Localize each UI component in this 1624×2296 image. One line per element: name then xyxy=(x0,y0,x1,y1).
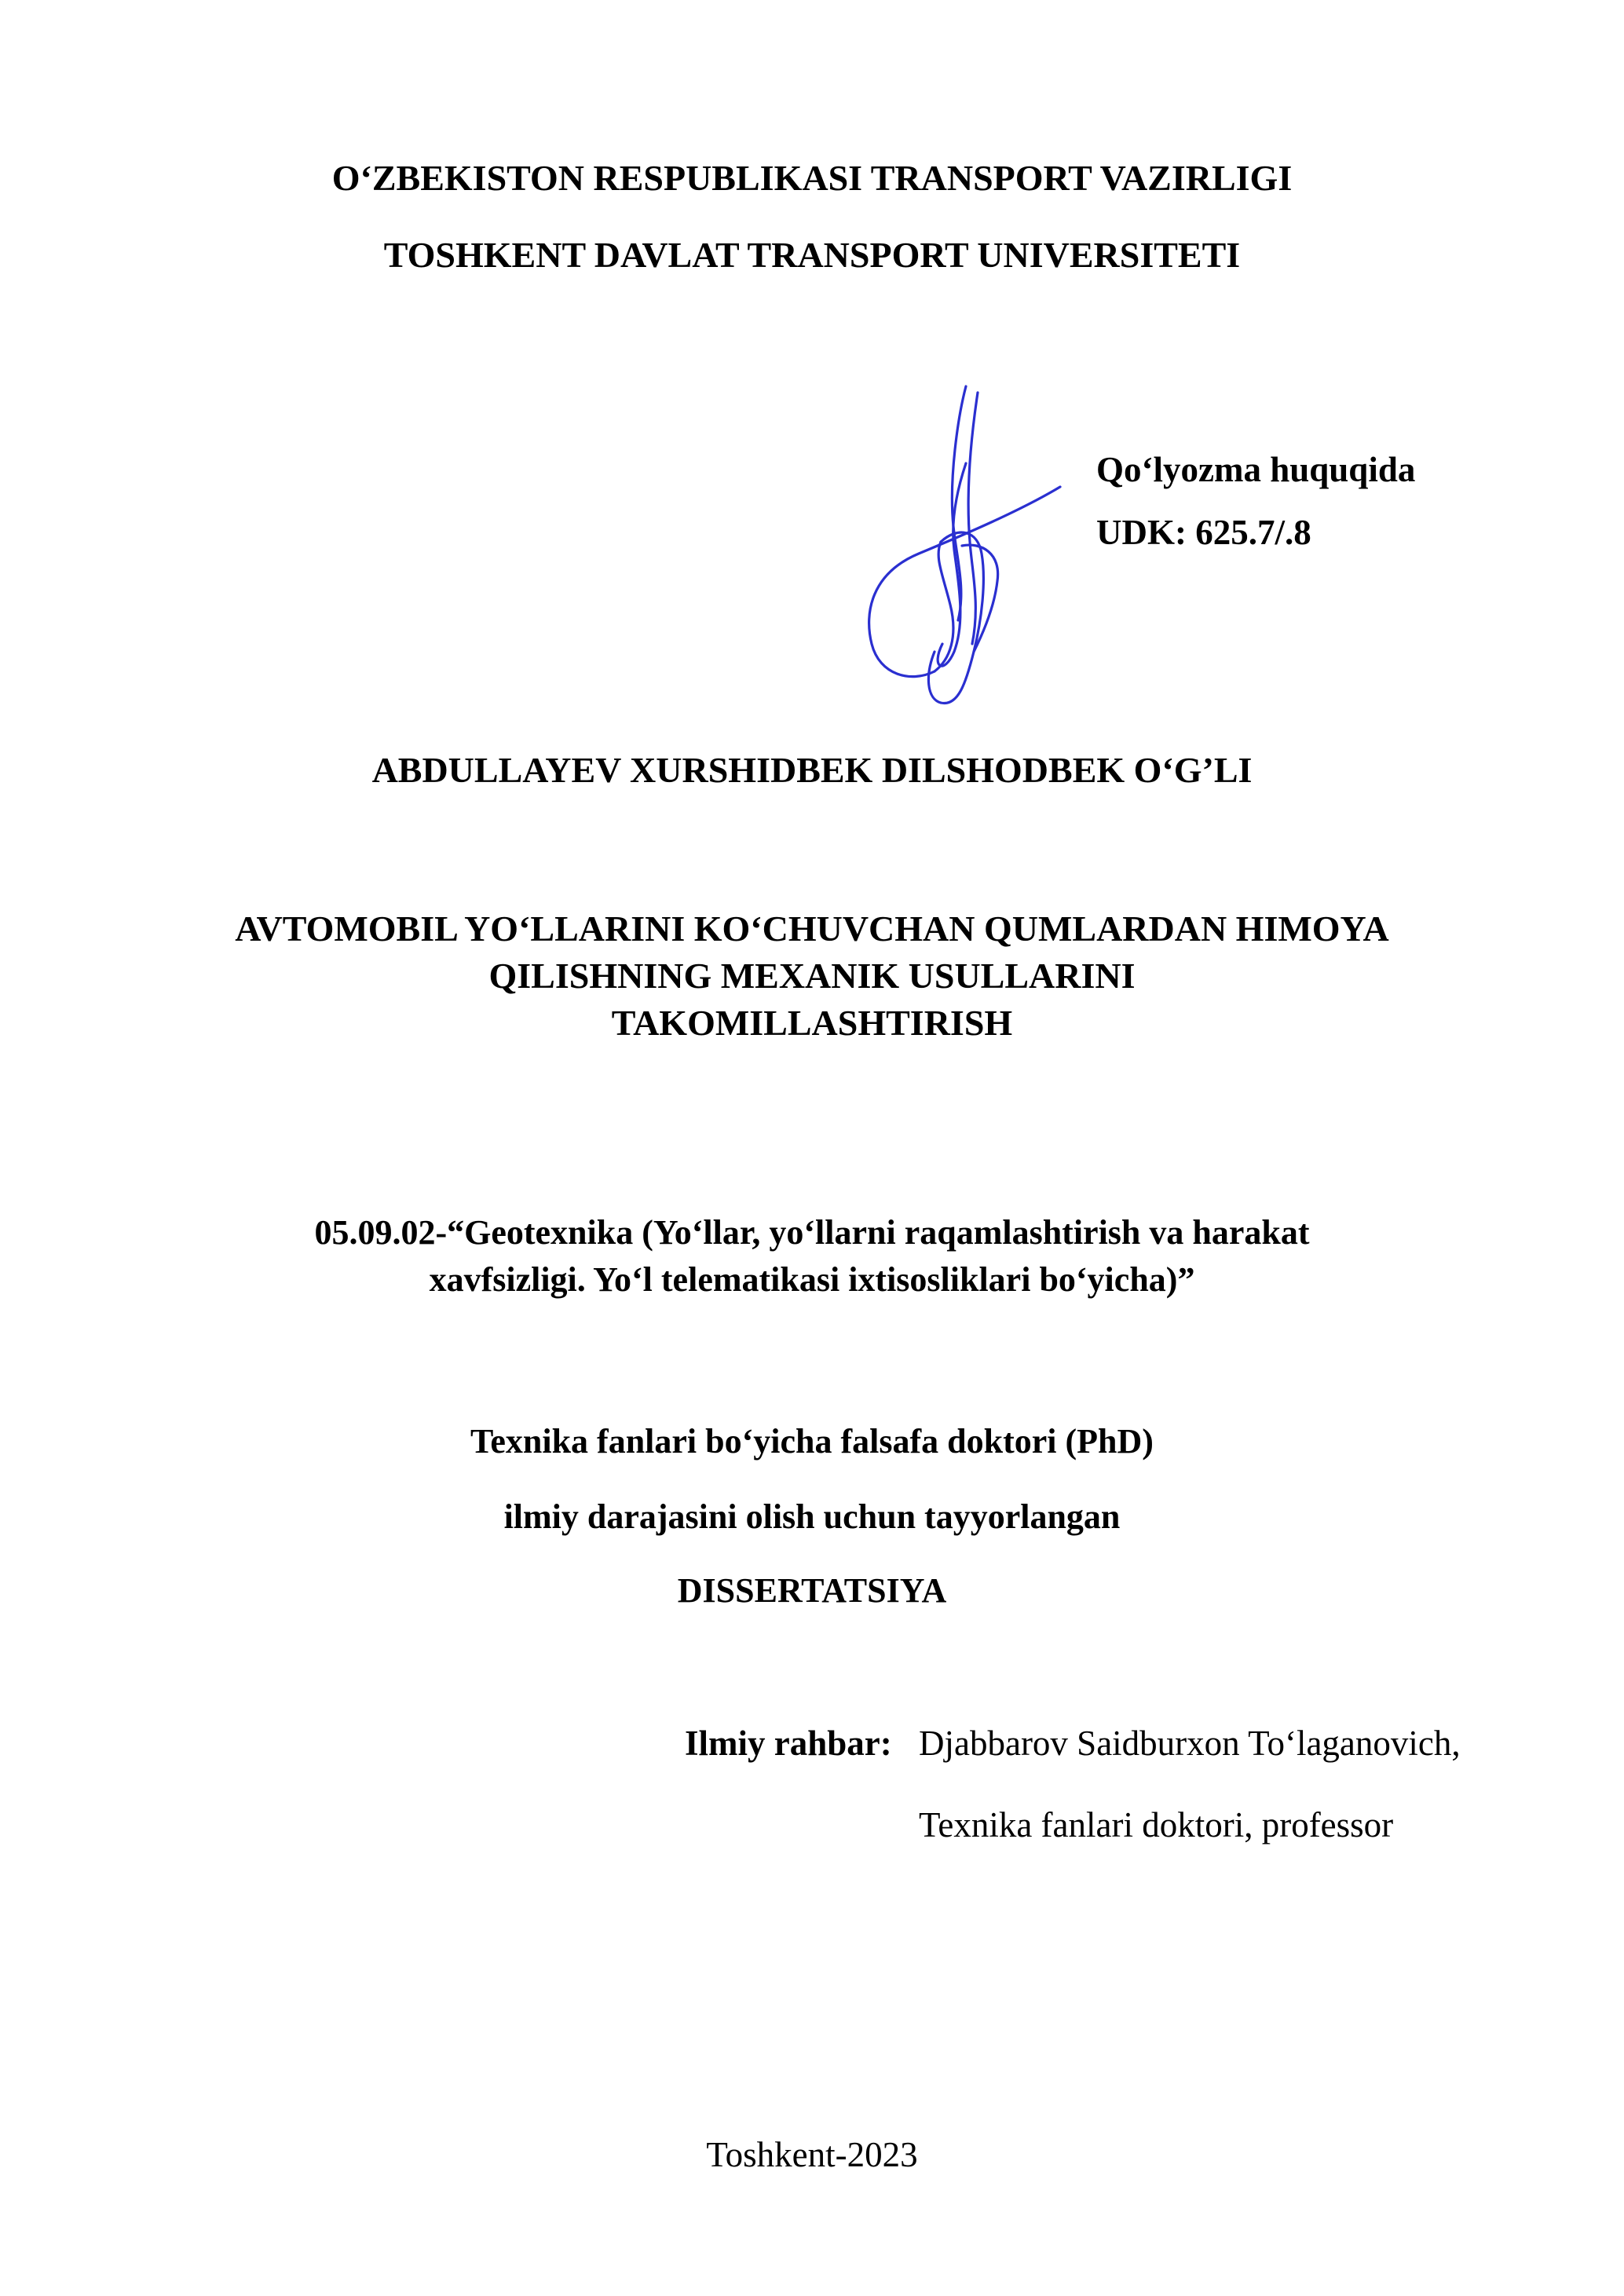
place-year: Toshkent-2023 xyxy=(706,2135,918,2174)
university-heading: TOSHKENT DAVLAT TRANSPORT UNIVERSITETI xyxy=(383,235,1241,275)
advisor-title: Texnika fanlari doktori, professor xyxy=(919,1805,1394,1844)
author-name: ABDULLAYEV XURSHIDBEK DILSHODBEK O‘G’LI xyxy=(371,750,1253,790)
document-type: DISSERTATSIYA xyxy=(677,1571,947,1610)
advisor-name: Djabbarov Saidburxon To‘laganovich, xyxy=(919,1724,1461,1763)
dissertation-title-line2: QILISHNING MEXANIK USULLARINI xyxy=(488,956,1136,996)
advisor-label: Ilmiy rahbar: xyxy=(685,1724,892,1763)
udk-code: UDK: 625.7/.8 xyxy=(1096,513,1311,552)
signature-image xyxy=(848,385,1092,730)
dissertation-title-line3: TAKOMILLASHTIRISH xyxy=(611,1003,1013,1043)
specialty-line1: 05.09.02-“Geotexnika (Yo‘llar, yo‘llarni raqamlashtirish va harakat xyxy=(314,1213,1310,1252)
degree-line2: ilmiy darajasini olish uchun tayyorlangan xyxy=(503,1497,1121,1536)
manuscript-rights: Qo‘lyozma huquqida xyxy=(1096,450,1416,489)
specialty-line2: xavfsizligi. Yo‘l telematikasi ixtisosliklari bo‘yicha)” xyxy=(429,1260,1195,1299)
dissertation-title-line1: AVTOMOBIL YO‘LLARINI KO‘CHUVCHAN QUMLARDAN HIMOYA xyxy=(235,909,1389,949)
degree-line1: Texnika fanlari bo‘yicha falsafa doktori (PhD) xyxy=(470,1422,1154,1461)
ministry-heading: O‘ZBEKISTON RESPUBLIKASI TRANSPORT VAZIRLIGI xyxy=(331,158,1293,198)
